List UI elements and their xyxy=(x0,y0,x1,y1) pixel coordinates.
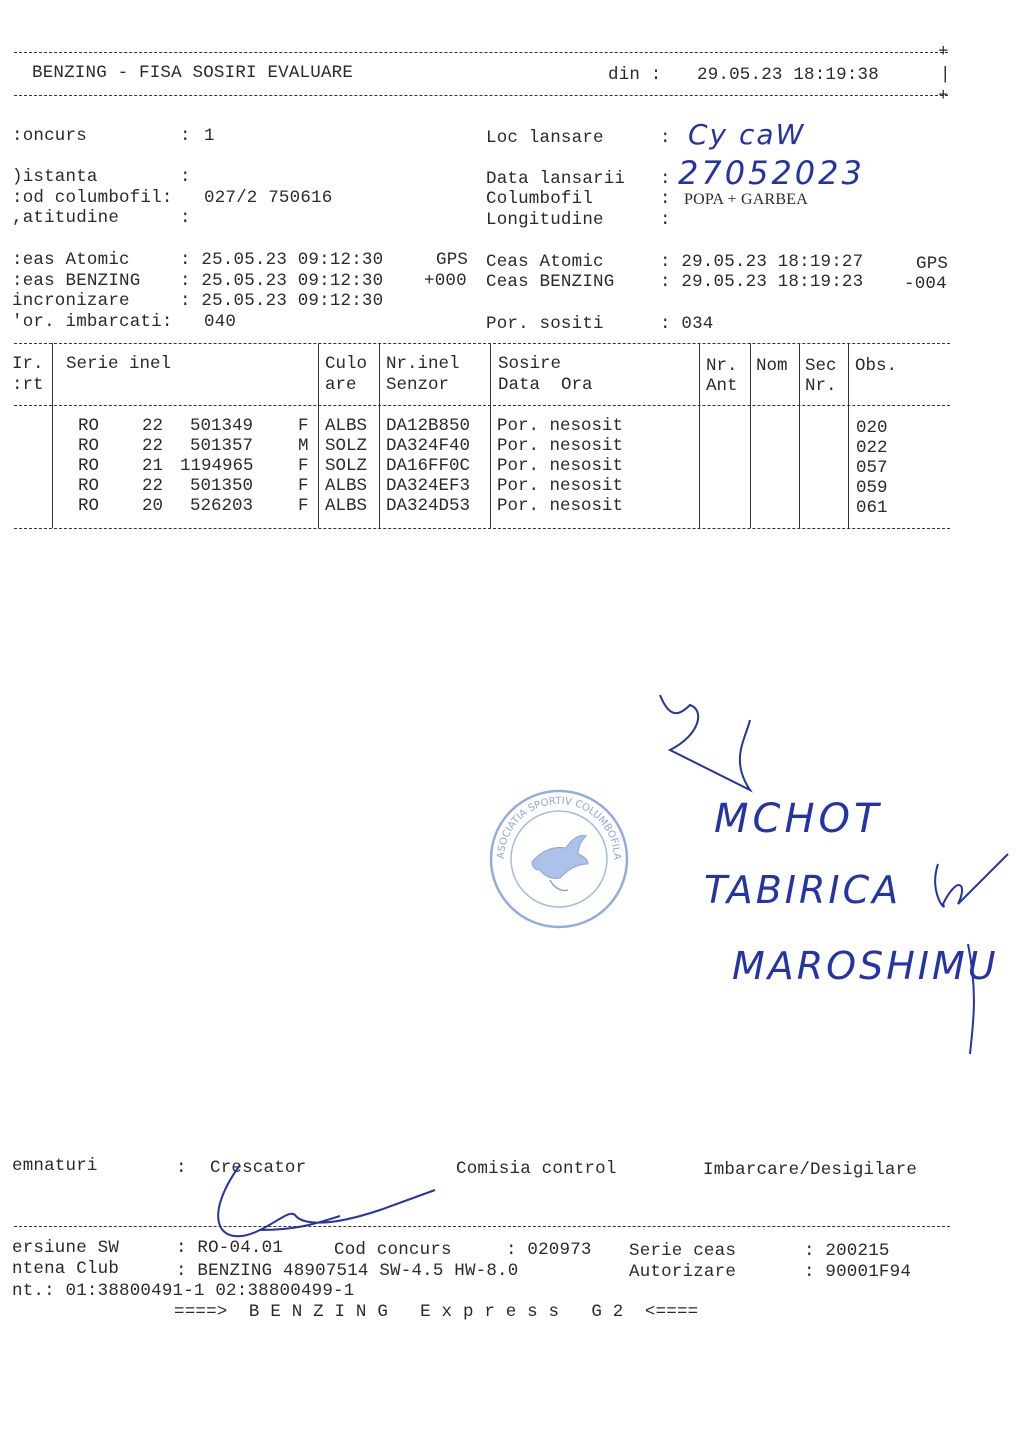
por-imbarcati-value: 040 xyxy=(204,312,237,332)
semnaturi-label: emnaturi xyxy=(12,1156,98,1176)
longitudine-sep: : xyxy=(660,210,671,230)
table-header xyxy=(0,352,1024,396)
row-country: RO xyxy=(78,456,100,476)
columbofil-label: Columbofil xyxy=(486,189,594,209)
row-sensor: DA12B850 xyxy=(386,416,471,436)
col-divider-2 xyxy=(318,343,319,528)
ceas-benzing-start-value: : 25.05.23 09:12:30 xyxy=(180,271,384,291)
antenna-ids: nt.: 01:38800491-1 02:38800499-1 xyxy=(12,1281,355,1301)
club-stamp xyxy=(484,784,634,934)
header-din-value: 29.05.23 18:19:38 xyxy=(697,65,879,85)
row-sensor: DA324F40 xyxy=(386,436,471,456)
header-sec-nr: Sec xyxy=(805,356,837,376)
brand-line: ====> B E N Z I N G E x p r e s s G 2 <==== xyxy=(174,1302,699,1322)
row-color: SOLZ xyxy=(325,436,368,456)
distanta-sep: : xyxy=(180,167,191,187)
header-sosire: Sosire xyxy=(498,354,562,374)
latitudine-label: ,atitudine xyxy=(12,208,120,228)
row-sex: F xyxy=(298,416,309,436)
loc-lansare-label: Loc lansare xyxy=(486,128,604,148)
por-sositi-label: Por. sositi xyxy=(486,314,604,334)
table-bottom-rule xyxy=(14,528,950,529)
serie-ceas-value: : 200215 xyxy=(804,1241,890,1261)
header-bottom-rule xyxy=(14,95,948,96)
data-lansarii-handwritten: 27052023 xyxy=(678,154,865,192)
signature-line-3: MAROSHIMU xyxy=(732,944,999,988)
data-lansarii-label: Data lansarii xyxy=(486,169,626,189)
cod-columbofil-value: 027/2 750616 xyxy=(204,188,333,208)
table-body xyxy=(0,416,1024,526)
col-divider-8 xyxy=(848,343,849,528)
table-top-rule xyxy=(14,343,950,344)
row-sex: M xyxy=(298,436,309,456)
data-lansarii-sep: : xyxy=(660,169,671,189)
row-year: 22 xyxy=(142,436,164,456)
loc-lansare-sep: : xyxy=(660,128,671,148)
header-top-rule xyxy=(14,52,948,53)
row-ring: 1194965 xyxy=(180,456,254,476)
col-divider-3 xyxy=(379,343,380,528)
table-row xyxy=(0,436,1024,456)
ceas-benzing-start-suffix: +000 xyxy=(424,271,467,291)
row-arrival: Por. nesosit xyxy=(497,496,624,516)
sincronizare-value: : 25.05.23 09:12:30 xyxy=(180,291,384,311)
col-divider-6 xyxy=(750,343,751,528)
crescator-label: Crescator xyxy=(210,1158,307,1178)
ceas-atomic-start-suffix: GPS xyxy=(436,250,469,270)
header-title: BENZING - FISA SOSIRI EVALUARE xyxy=(32,63,354,83)
ceas-benzing-end-value: : 29.05.23 18:19:23 xyxy=(660,272,864,292)
distanta-label: )istanta xyxy=(12,167,98,187)
longitudine-label: Longitudine xyxy=(486,210,604,230)
header-culoare-2: are xyxy=(325,375,357,395)
ceas-atomic-end-suffix: GPS xyxy=(916,254,949,274)
col-divider-5 xyxy=(699,343,700,528)
table-row xyxy=(0,456,1024,476)
row-year: 21 xyxy=(142,456,164,476)
row-obs: 061 xyxy=(856,498,888,518)
stamp-text: ASOCIATIA SPORTIV COLUMBOFILA xyxy=(495,795,623,861)
row-arrival: Por. nesosit xyxy=(497,436,624,456)
header-senzor: Senzor xyxy=(386,375,450,395)
col-divider-7 xyxy=(799,343,800,528)
row-year: 22 xyxy=(142,476,164,496)
row-color: SOLZ xyxy=(325,456,368,476)
columbofil-value: POPA + GARBEA xyxy=(684,191,808,208)
table-row xyxy=(0,416,1024,436)
versiune-value: : RO-04.01 xyxy=(176,1238,284,1258)
row-country: RO xyxy=(78,496,100,516)
row-sensor: DA16FF0C xyxy=(386,456,471,476)
row-ring: 501350 xyxy=(190,476,254,496)
ceas-benzing-end-suffix: -004 xyxy=(904,274,947,294)
ceas-atomic-start-value: : 25.05.23 09:12:30 xyxy=(180,250,384,270)
cod-concurs-value: : 020973 xyxy=(506,1240,592,1260)
semnaturi-sep: : xyxy=(176,1158,187,1178)
row-sex: F xyxy=(298,456,309,476)
row-ring: 526203 xyxy=(190,496,254,516)
row-year: 20 xyxy=(142,496,164,516)
ceas-atomic-start-label: :eas Atomic xyxy=(12,250,130,270)
header-nr-ant: Nr. xyxy=(706,356,738,376)
header-corner-plus-bottom: + xyxy=(938,86,949,106)
por-imbarcati-label: 'or. imbarcati: xyxy=(12,312,173,332)
antena-label: ntena Club xyxy=(12,1259,120,1279)
table-header-rule xyxy=(14,405,950,406)
concurs-label: :oncurs xyxy=(12,126,87,146)
row-arrival: Por. nesosit xyxy=(497,416,624,436)
row-ring: 501357 xyxy=(190,436,254,456)
columbofil-sep: : xyxy=(660,189,671,209)
row-sex: F xyxy=(298,476,309,496)
autorizare-label: Autorizare xyxy=(629,1262,737,1282)
header-serie-inel: Serie inel xyxy=(66,354,172,374)
header-nom: Nom xyxy=(756,356,788,376)
cod-columbofil-label: :od columbofil: xyxy=(12,188,173,208)
signature-line-1: MCHOT xyxy=(714,796,883,842)
header-culoare: Culo xyxy=(325,354,368,374)
row-obs: 057 xyxy=(856,458,888,478)
ceas-benzing-start-label: :eas BENZING xyxy=(12,271,141,291)
header-din-label: din : xyxy=(608,65,662,85)
comisia-label: Comisia control xyxy=(456,1159,617,1179)
signature-scribble-top xyxy=(650,690,760,800)
row-color: ALBS xyxy=(325,476,368,496)
row-country: RO xyxy=(78,416,100,436)
dove-icon xyxy=(532,836,588,891)
versiune-label: ersiune SW xyxy=(12,1238,120,1258)
row-sex: F xyxy=(298,496,309,516)
table-row xyxy=(0,476,1024,496)
sincronizare-label: incronizare xyxy=(12,291,130,311)
header-data-ora: Data Ora xyxy=(498,375,593,395)
header-nr: Ir. xyxy=(12,354,44,374)
ceas-atomic-end-value: : 29.05.23 18:19:27 xyxy=(660,252,864,272)
concurs-value: 1 xyxy=(204,126,215,146)
loc-lansare-handwritten: Cy caW xyxy=(688,118,806,151)
header-nr-2: :rt xyxy=(12,375,44,395)
autorizare-value: : 90001F94 xyxy=(804,1262,912,1282)
crescator-signature xyxy=(200,1160,450,1250)
por-sositi-value: : 034 xyxy=(660,314,714,334)
ceas-atomic-end-label: Ceas Atomic xyxy=(486,252,604,272)
header-obs: Obs. xyxy=(855,356,898,376)
header-right-bar: | xyxy=(940,65,951,85)
serie-ceas-label: Serie ceas xyxy=(629,1241,737,1261)
row-country: RO xyxy=(78,476,100,496)
footer-rule xyxy=(14,1226,950,1227)
row-color: ALBS xyxy=(325,496,368,516)
row-sensor: DA324D53 xyxy=(386,496,471,516)
concurs-sep: : xyxy=(180,126,191,146)
table-row xyxy=(0,496,1024,516)
header-nr-ant-2: Ant xyxy=(706,376,738,396)
row-obs: 022 xyxy=(856,438,888,458)
row-obs: 020 xyxy=(856,418,888,438)
row-arrival: Por. nesosit xyxy=(497,456,624,476)
signature-line-2: TABIRICA xyxy=(704,868,902,912)
row-sensor: DA324EF3 xyxy=(386,476,471,496)
cod-concurs-label: Cod concurs xyxy=(334,1240,452,1260)
row-color: ALBS xyxy=(325,416,368,436)
imbarcare-label: Imbarcare/Desigilare xyxy=(703,1160,918,1180)
header-corner-plus-top: + xyxy=(938,42,949,62)
header-sec-nr-2: Nr. xyxy=(805,376,837,396)
row-country: RO xyxy=(78,436,100,456)
header-nr-inel: Nr.inel xyxy=(386,354,460,374)
col-divider-1 xyxy=(52,343,53,528)
ceas-benzing-end-label: Ceas BENZING xyxy=(486,272,615,292)
col-divider-4 xyxy=(490,343,491,528)
row-obs: 059 xyxy=(856,478,888,498)
row-year: 22 xyxy=(142,416,164,436)
row-arrival: Por. nesosit xyxy=(497,476,624,496)
latitudine-sep: : xyxy=(180,208,191,228)
row-ring: 501349 xyxy=(190,416,254,436)
antena-value: : BENZING 48907514 SW-4.5 HW-8.0 xyxy=(176,1261,519,1281)
